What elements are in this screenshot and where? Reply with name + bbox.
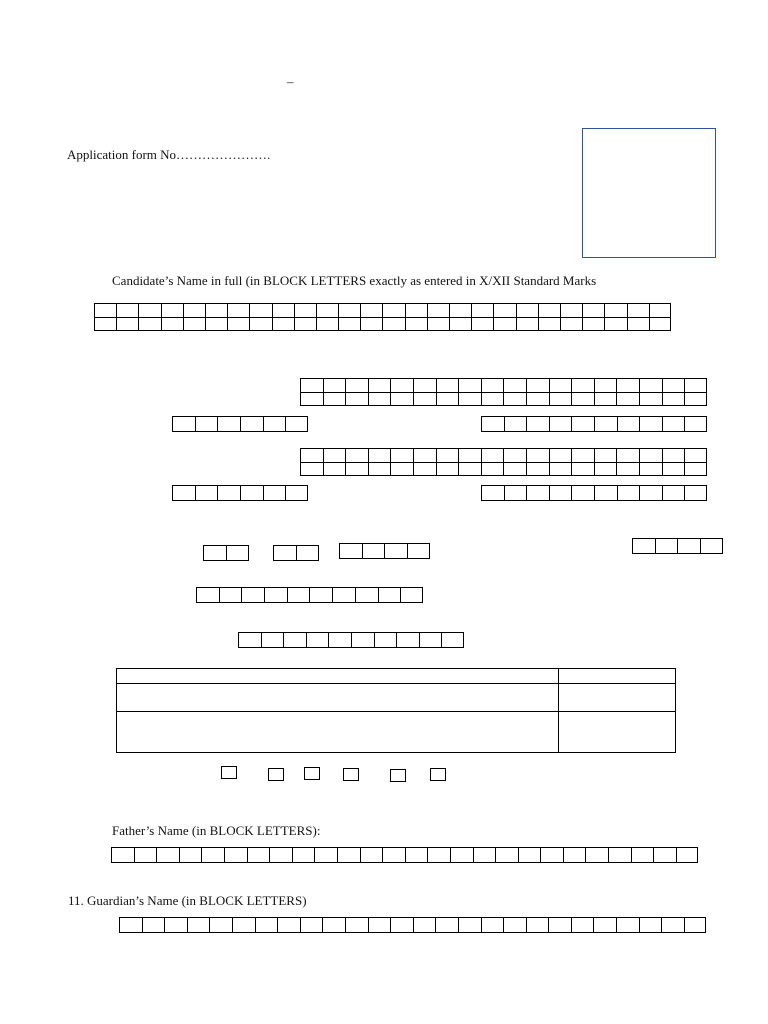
char-box[interactable]: [413, 917, 436, 933]
char-box[interactable]: [684, 416, 707, 432]
char-box[interactable]: [203, 545, 226, 561]
char-box[interactable]: [300, 378, 323, 392]
char-box[interactable]: [255, 917, 278, 933]
box-row: [172, 485, 308, 501]
char-box[interactable]: [263, 485, 286, 501]
char-box[interactable]: [296, 545, 319, 561]
char-box[interactable]: [549, 485, 572, 501]
char-box[interactable]: [306, 632, 329, 648]
char-box[interactable]: [277, 917, 300, 933]
char-box[interactable]: [585, 847, 608, 863]
checkbox-3[interactable]: [304, 767, 320, 780]
char-box[interactable]: [374, 632, 397, 648]
char-box[interactable]: [627, 303, 649, 317]
box-row: [300, 462, 707, 476]
box-row: [300, 378, 707, 392]
char-box[interactable]: [526, 448, 549, 462]
char-box[interactable]: [413, 448, 436, 462]
char-box[interactable]: [458, 462, 481, 476]
char-box[interactable]: [285, 416, 308, 432]
table-cell[interactable]: [559, 669, 676, 684]
char-box[interactable]: [337, 847, 360, 863]
char-box[interactable]: [481, 392, 504, 406]
char-box[interactable]: [449, 317, 471, 331]
char-box[interactable]: [294, 317, 316, 331]
char-box[interactable]: [639, 416, 662, 432]
char-box[interactable]: [240, 485, 263, 501]
char-box[interactable]: [300, 448, 323, 462]
number-boxes-1[interactable]: [196, 587, 423, 603]
char-box[interactable]: [328, 632, 351, 648]
char-box[interactable]: [300, 392, 323, 406]
char-box[interactable]: [582, 317, 604, 331]
char-box[interactable]: [616, 448, 639, 462]
char-box[interactable]: [227, 317, 249, 331]
char-box[interactable]: [138, 303, 160, 317]
char-box[interactable]: [571, 416, 594, 432]
char-box[interactable]: [238, 632, 261, 648]
char-box[interactable]: [538, 317, 560, 331]
char-box[interactable]: [224, 847, 247, 863]
char-box[interactable]: [436, 378, 459, 392]
checkbox-5[interactable]: [390, 769, 406, 782]
char-box[interactable]: [503, 917, 526, 933]
char-box[interactable]: [503, 378, 526, 392]
box-row: [481, 416, 707, 432]
table-row: [117, 669, 676, 684]
char-box[interactable]: [662, 378, 685, 392]
char-box[interactable]: [616, 392, 639, 406]
char-box[interactable]: [247, 847, 270, 863]
char-box[interactable]: [427, 317, 449, 331]
char-box[interactable]: [540, 847, 563, 863]
char-box[interactable]: [272, 303, 294, 317]
char-box[interactable]: [571, 485, 594, 501]
box-row: [632, 538, 723, 554]
char-box[interactable]: [316, 317, 338, 331]
char-box[interactable]: [217, 485, 240, 501]
char-box[interactable]: [677, 538, 700, 554]
box-row: [119, 917, 706, 933]
char-box[interactable]: [662, 416, 685, 432]
char-box[interactable]: [458, 917, 481, 933]
char-box[interactable]: [368, 392, 391, 406]
date-month-boxes[interactable]: [273, 545, 319, 561]
char-box[interactable]: [264, 587, 287, 603]
char-box[interactable]: [94, 303, 116, 317]
char-box[interactable]: [360, 317, 382, 331]
char-box[interactable]: [205, 303, 227, 317]
checkbox-6[interactable]: [430, 768, 446, 781]
char-box[interactable]: [390, 378, 413, 392]
char-box[interactable]: [473, 847, 496, 863]
table-cell[interactable]: [559, 712, 676, 753]
char-box[interactable]: [195, 485, 218, 501]
entry-boxes-right-2[interactable]: [481, 485, 707, 501]
char-box[interactable]: [594, 416, 617, 432]
char-box[interactable]: [639, 392, 662, 406]
char-box[interactable]: [323, 448, 346, 462]
char-box[interactable]: [549, 392, 572, 406]
char-box[interactable]: [263, 416, 286, 432]
checkbox-1[interactable]: [221, 766, 237, 779]
char-box[interactable]: [345, 462, 368, 476]
box-row: [300, 448, 707, 462]
char-box[interactable]: [187, 917, 210, 933]
char-box[interactable]: [571, 462, 594, 476]
char-box[interactable]: [201, 847, 224, 863]
box-row: [111, 847, 698, 863]
char-box[interactable]: [450, 847, 473, 863]
char-box[interactable]: [249, 317, 271, 331]
char-box[interactable]: [183, 317, 205, 331]
checkbox-2[interactable]: [268, 768, 284, 781]
char-box[interactable]: [560, 317, 582, 331]
char-box[interactable]: [360, 303, 382, 317]
char-box[interactable]: [549, 416, 572, 432]
box-row: [238, 632, 464, 648]
char-box[interactable]: [684, 392, 707, 406]
char-box[interactable]: [594, 448, 617, 462]
char-box[interactable]: [195, 416, 218, 432]
address-grid-1[interactable]: [300, 378, 707, 406]
char-box[interactable]: [481, 462, 504, 476]
entry-boxes-left-2[interactable]: [172, 485, 308, 501]
entry-boxes-right-1[interactable]: [481, 416, 707, 432]
char-box[interactable]: [94, 317, 116, 331]
char-box[interactable]: [627, 317, 649, 331]
char-box[interactable]: [179, 847, 202, 863]
char-box[interactable]: [345, 378, 368, 392]
char-box[interactable]: [283, 632, 306, 648]
char-box[interactable]: [300, 917, 323, 933]
char-box[interactable]: [294, 303, 316, 317]
box-row: [300, 392, 707, 406]
char-box[interactable]: [526, 917, 549, 933]
char-box[interactable]: [427, 303, 449, 317]
info-table: [116, 668, 676, 753]
char-box[interactable]: [662, 448, 685, 462]
char-box[interactable]: [309, 587, 332, 603]
char-box[interactable]: [493, 317, 515, 331]
char-box[interactable]: [684, 917, 707, 933]
char-box[interactable]: [427, 847, 450, 863]
char-box[interactable]: [413, 392, 436, 406]
char-box[interactable]: [481, 917, 504, 933]
char-box[interactable]: [436, 392, 459, 406]
char-box[interactable]: [287, 587, 310, 603]
char-box[interactable]: [649, 303, 671, 317]
application-form-no-label: Application form No………………….: [67, 147, 271, 162]
box-row: [196, 587, 423, 603]
char-box[interactable]: [458, 378, 481, 392]
code-boxes-right[interactable]: [632, 538, 723, 554]
char-box[interactable]: [548, 917, 571, 933]
char-box[interactable]: [355, 587, 378, 603]
char-box[interactable]: [639, 462, 662, 476]
char-box[interactable]: [684, 378, 707, 392]
char-box[interactable]: [172, 485, 195, 501]
char-box[interactable]: [413, 462, 436, 476]
table-cell[interactable]: [559, 684, 676, 712]
char-box[interactable]: [382, 303, 404, 317]
char-box[interactable]: [269, 847, 292, 863]
char-box[interactable]: [458, 392, 481, 406]
number-boxes-2[interactable]: [238, 632, 464, 648]
char-box[interactable]: [316, 303, 338, 317]
char-box[interactable]: [441, 632, 464, 648]
box-row: [203, 545, 249, 561]
char-box[interactable]: [604, 317, 626, 331]
char-box[interactable]: [684, 462, 707, 476]
char-box[interactable]: [142, 917, 165, 933]
char-box[interactable]: [405, 847, 428, 863]
char-box[interactable]: [292, 847, 315, 863]
char-box[interactable]: [594, 378, 617, 392]
table-cell[interactable]: [117, 669, 559, 684]
char-box[interactable]: [249, 303, 271, 317]
char-box[interactable]: [134, 847, 157, 863]
box-row: [94, 303, 671, 317]
box-row: [94, 317, 671, 331]
char-box[interactable]: [563, 847, 586, 863]
table-row: [117, 712, 676, 753]
table-row: [117, 684, 676, 712]
char-box[interactable]: [138, 317, 160, 331]
char-box[interactable]: [400, 587, 423, 603]
char-box[interactable]: [649, 317, 671, 331]
char-box[interactable]: [684, 448, 707, 462]
char-box[interactable]: [516, 303, 538, 317]
char-box[interactable]: [240, 416, 263, 432]
char-box[interactable]: [273, 545, 296, 561]
char-box[interactable]: [631, 847, 654, 863]
char-box[interactable]: [323, 392, 346, 406]
char-box[interactable]: [662, 392, 685, 406]
char-box[interactable]: [116, 303, 138, 317]
char-box[interactable]: [526, 462, 549, 476]
char-box[interactable]: [639, 485, 662, 501]
char-box[interactable]: [314, 847, 337, 863]
char-box[interactable]: [390, 448, 413, 462]
char-box[interactable]: [219, 587, 242, 603]
father-name-label: Father’s Name (in BLOCK LETTERS):: [112, 823, 321, 838]
char-box[interactable]: [116, 317, 138, 331]
char-box[interactable]: [639, 378, 662, 392]
char-box[interactable]: [571, 448, 594, 462]
char-box[interactable]: [332, 587, 355, 603]
entry-boxes-left-1[interactable]: [172, 416, 308, 432]
char-box[interactable]: [616, 462, 639, 476]
char-box[interactable]: [684, 485, 707, 501]
char-box[interactable]: [549, 378, 572, 392]
char-box[interactable]: [217, 416, 240, 432]
char-box[interactable]: [594, 392, 617, 406]
char-box[interactable]: [436, 462, 459, 476]
char-box[interactable]: [323, 378, 346, 392]
char-box[interactable]: [368, 448, 391, 462]
char-box[interactable]: [368, 462, 391, 476]
char-box[interactable]: [351, 632, 374, 648]
box-row: [481, 485, 707, 501]
char-box[interactable]: [436, 448, 459, 462]
char-box[interactable]: [481, 485, 504, 501]
char-box[interactable]: [285, 485, 308, 501]
guardian-name-label: 11. Guardian’s Name (in BLOCK LETTERS): [68, 893, 307, 908]
photo-box[interactable]: [582, 128, 716, 258]
char-box[interactable]: [504, 485, 527, 501]
char-box[interactable]: [639, 448, 662, 462]
char-box[interactable]: [518, 847, 541, 863]
char-box[interactable]: [161, 317, 183, 331]
char-box[interactable]: [156, 847, 179, 863]
char-box[interactable]: [582, 303, 604, 317]
char-box[interactable]: [300, 462, 323, 476]
char-box[interactable]: [593, 917, 616, 933]
char-box[interactable]: [119, 917, 142, 933]
char-box[interactable]: [435, 917, 458, 933]
char-box[interactable]: [504, 416, 527, 432]
char-box[interactable]: [172, 416, 195, 432]
char-box[interactable]: [516, 317, 538, 331]
char-box[interactable]: [481, 416, 504, 432]
char-box[interactable]: [594, 485, 617, 501]
char-box[interactable]: [661, 917, 684, 933]
char-box[interactable]: [662, 485, 685, 501]
header-dash: –: [287, 74, 294, 89]
char-box[interactable]: [227, 303, 249, 317]
char-box[interactable]: [405, 317, 427, 331]
char-box[interactable]: [560, 303, 582, 317]
char-box[interactable]: [616, 378, 639, 392]
char-box[interactable]: [471, 317, 493, 331]
char-box[interactable]: [368, 378, 391, 392]
char-box[interactable]: [676, 847, 699, 863]
char-box[interactable]: [594, 462, 617, 476]
char-box[interactable]: [111, 847, 134, 863]
candidate-name-grid[interactable]: [94, 303, 671, 331]
char-box[interactable]: [362, 543, 385, 559]
char-box[interactable]: [549, 462, 572, 476]
table-cell[interactable]: [117, 712, 559, 753]
char-box[interactable]: [232, 917, 255, 933]
char-box[interactable]: [503, 462, 526, 476]
char-box[interactable]: [655, 538, 678, 554]
char-box[interactable]: [571, 378, 594, 392]
char-box[interactable]: [538, 303, 560, 317]
char-box[interactable]: [345, 448, 368, 462]
char-box[interactable]: [604, 303, 626, 317]
date-year-boxes[interactable]: [339, 543, 430, 559]
char-box[interactable]: [571, 917, 594, 933]
char-box[interactable]: [338, 303, 360, 317]
char-box[interactable]: [183, 303, 205, 317]
char-box[interactable]: [261, 632, 284, 648]
char-box[interactable]: [345, 392, 368, 406]
checkbox-4[interactable]: [343, 768, 359, 781]
box-row: [339, 543, 430, 559]
char-box[interactable]: [471, 303, 493, 317]
char-box[interactable]: [382, 317, 404, 331]
char-box[interactable]: [390, 462, 413, 476]
char-box[interactable]: [205, 317, 227, 331]
guardian-name-grid[interactable]: [119, 917, 706, 933]
char-box[interactable]: [161, 303, 183, 317]
char-box[interactable]: [608, 847, 631, 863]
char-box[interactable]: [382, 847, 405, 863]
char-box[interactable]: [378, 587, 401, 603]
char-box[interactable]: [323, 462, 346, 476]
char-box[interactable]: [384, 543, 407, 559]
char-box[interactable]: [396, 632, 419, 648]
char-box[interactable]: [481, 378, 504, 392]
char-box[interactable]: [571, 392, 594, 406]
char-box[interactable]: [617, 416, 640, 432]
char-box[interactable]: [241, 587, 264, 603]
char-box[interactable]: [526, 378, 549, 392]
char-box[interactable]: [345, 917, 368, 933]
char-box[interactable]: [653, 847, 676, 863]
char-box[interactable]: [407, 543, 430, 559]
box-row: [273, 545, 319, 561]
char-box[interactable]: [390, 392, 413, 406]
char-box[interactable]: [549, 448, 572, 462]
table-cell[interactable]: [117, 684, 559, 712]
char-box[interactable]: [449, 303, 471, 317]
char-box[interactable]: [481, 448, 504, 462]
date-day-boxes[interactable]: [203, 545, 249, 561]
char-box[interactable]: [526, 392, 549, 406]
char-box[interactable]: [226, 545, 249, 561]
char-box[interactable]: [616, 917, 639, 933]
char-box[interactable]: [196, 587, 219, 603]
candidate-name-label: Candidate’s Name in full (in BLOCK LETTERS exactly as entered in X/XII Standard Marks: [112, 273, 597, 288]
char-box[interactable]: [503, 448, 526, 462]
char-box[interactable]: [419, 632, 442, 648]
char-box[interactable]: [458, 448, 481, 462]
char-box[interactable]: [338, 317, 360, 331]
char-box[interactable]: [360, 847, 383, 863]
char-box[interactable]: [700, 538, 723, 554]
char-box[interactable]: [413, 378, 436, 392]
char-box[interactable]: [526, 416, 549, 432]
char-box[interactable]: [405, 303, 427, 317]
father-name-grid[interactable]: [111, 847, 698, 863]
address-grid-2[interactable]: [300, 448, 707, 476]
char-box[interactable]: [617, 485, 640, 501]
char-box[interactable]: [493, 303, 515, 317]
char-box[interactable]: [368, 917, 391, 933]
char-box[interactable]: [632, 538, 655, 554]
char-box[interactable]: [339, 543, 362, 559]
char-box[interactable]: [322, 917, 345, 933]
char-box[interactable]: [209, 917, 232, 933]
box-row: [172, 416, 308, 432]
char-box[interactable]: [390, 917, 413, 933]
char-box[interactable]: [503, 392, 526, 406]
char-box[interactable]: [495, 847, 518, 863]
char-box[interactable]: [526, 485, 549, 501]
char-box[interactable]: [639, 917, 662, 933]
char-box[interactable]: [164, 917, 187, 933]
char-box[interactable]: [272, 317, 294, 331]
char-box[interactable]: [662, 462, 685, 476]
